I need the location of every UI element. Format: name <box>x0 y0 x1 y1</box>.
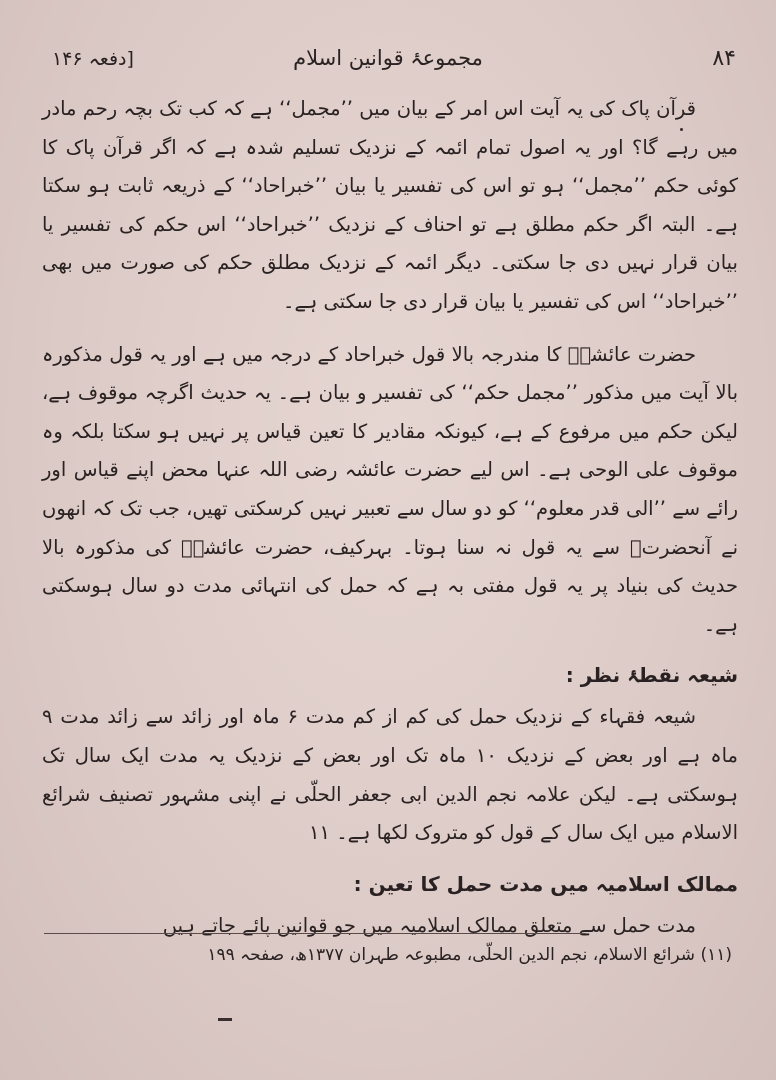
footnote-divider <box>44 933 586 934</box>
paragraph-1: قرآن پاک کی یہ آیت اس امر کے بیان میں ’’مجمل‘‘ ہے کہ کب تک بچہ رحم مادر میں رہے گا؟ اور یہ اصول تمام ائمہ کے نزدیک تسلیم شدہ ہے کہ اگر قرآن پاک کا کوئی حکم ’’مجمل‘‘ ہو تو اس کی تفسیر یا بیان ’’خبراحاد‘‘ کے ذریعہ ثابت ہو سکتا ہے۔ البتہ اگر حکم مطلق ہے تو احناف کے نزدیک ’’خبراحاد‘‘ اس حکم کی تفسیر یا بیان قرار نہیں دی جا سکتی۔ دیگر ائمہ کے نزدیک مطلق حکم کی صورت میں بھی ’’خبراحاد‘‘ اس کی تفسیر یا بیان قرار دی جا سکتی ہے۔ <box>42 97 738 313</box>
paragraph-muslim-countries: مدت حمل سے متعلق ممالک اسلامیہ میں جو قوانین پائے جاتے ہیں <box>162 913 696 937</box>
paragraph-shia-view: شیعہ فقہاء کے نزدیک حمل کی کم از کم مدت ۶ ماہ اور زائد سے زائد مدت ۹ ماہ ہے اور بعض کے نزدیک ۱۰ ماہ تک اور بعض کے نزدیک یہ مدت ایک سال تک ہوسکتی ہے۔ لیکن علامہ نجم الدین ابی جعفر الحلّی نے اپنی مشہور تصنیف شرائع الاسلام میں ایک سال کے قول کو متروک لکھا ہے۔ ۱۱ <box>42 705 739 845</box>
heading-muslim-countries: ممالک اسلامیہ میں مدت حمل کا تعین : <box>353 871 738 896</box>
footnote: (۱۱) شرائع الاسلام، نجم الدین الحلّی، مطبوعہ طہران ۱۳۷۷ھ، صفحہ ۱۹۹ <box>207 945 732 965</box>
page-body <box>42 90 738 945</box>
section-number: [دفعہ ۱۴۶ <box>52 48 134 70</box>
page-mark <box>218 1018 232 1021</box>
heading-shia-view: شیعہ نقطۂ نظر : <box>565 663 738 688</box>
page-header <box>40 42 736 82</box>
running-title: مجموعۂ قوانین اسلام <box>293 46 483 70</box>
page-number: ۸۴ <box>712 46 736 71</box>
paragraph-2: حضرت عائشہؓ کا مندرجہ بالا قول خبراحاد کے درجہ میں ہے اور یہ قول مذکورہ بالا آیت میں مذکور ’’مجمل حکم‘‘ کی تفسیر و بیان ہے۔ یہ حدیث اگرچہ موقوف ہے، لیکن حکم میں مرفوع کے ہے، کیونکہ مقادیر کا تعین قیاس پر نہیں ہو سکتا بلکہ وہ موقوف علی الوحی ہے۔ اس لیے حضرت عائشہ رضی اللہ عنہا محض اپنے قیاس اور رائے سے ’’الی قدر معلوم‘‘ کو دو سال سے تعبیر نہیں کرسکتی تھیں، جب تک کہ انھوں نے آنحضرتؐ سے یہ قول نہ سنا ہوتا۔ بہرکیف، حضرت عائشہؓ کی مذکورہ بالا حدیث کی بنیاد پر یہ قول مفتی بہ ہے کہ حمل کی انتہائی مدت دو سال ہوسکتی ہے۔ <box>42 342 738 636</box>
